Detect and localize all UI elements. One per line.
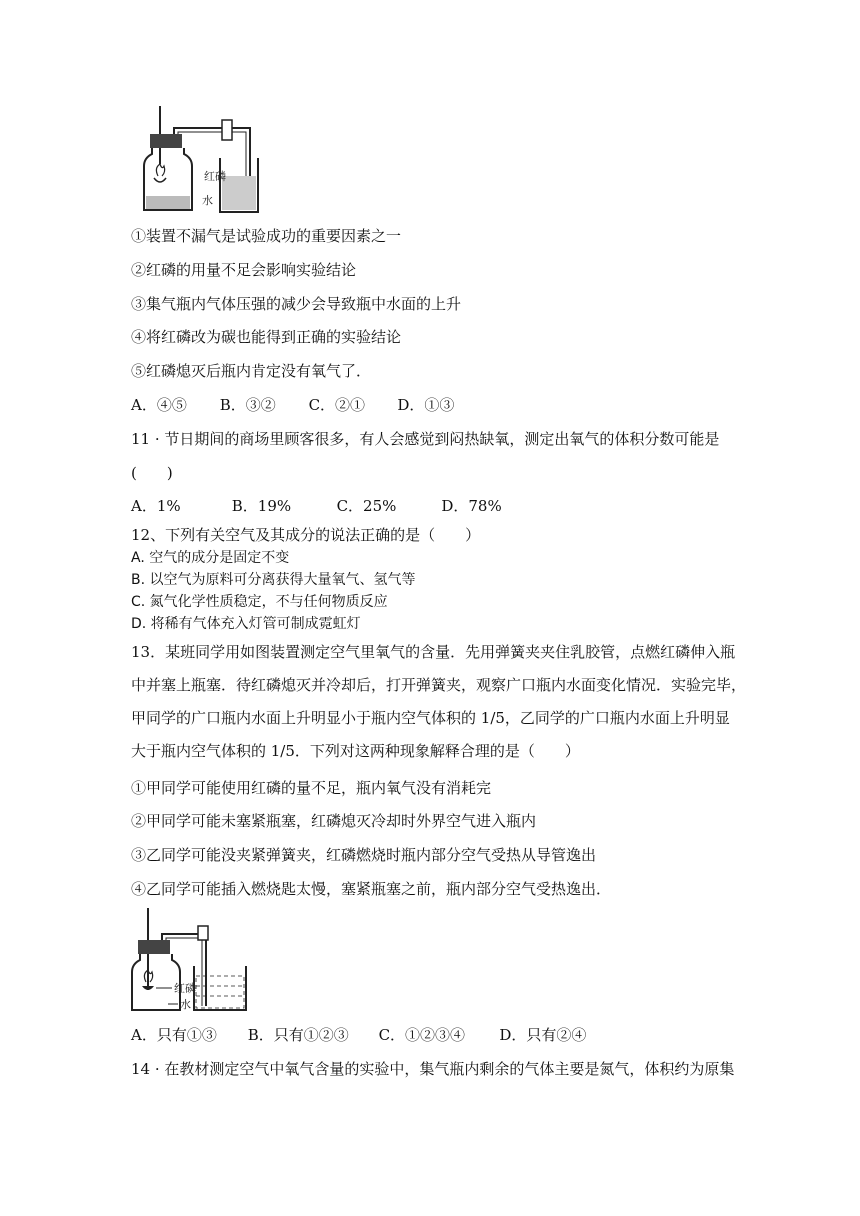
- q13-statement-4: ④乙同学可能插入燃烧匙太慢，塞紧瓶塞之前，瓶内部分空气受热逸出．: [131, 880, 612, 898]
- option-a: A．④⑤: [131, 396, 187, 414]
- option-d: D．①③: [397, 396, 455, 414]
- q13-stem-line-3: 甲同学的广口瓶内水面上升明显小于瓶内空气体积的 1/5，乙同学的广口瓶内水面上升明显: [131, 709, 730, 727]
- q10-options: [131, 395, 454, 415]
- q14-stem: 14 · 在教材测定空气中氧气含量的实验中，集气瓶内剩余的气体主要是氮气，体积约为原集: [131, 1060, 735, 1078]
- q13-stem-line-4: 大于瓶内空气体积的 1/5．下列对这两种现象解释合理的是（ ）: [131, 742, 580, 760]
- label-red-phosphorus: 红磷: [174, 982, 196, 995]
- option-c: C．25%: [336, 497, 397, 515]
- q12-option-c: C. 氮气化学性质稳定，不与任何物质反应: [131, 594, 388, 610]
- option-b: B．③②: [219, 396, 276, 414]
- label-red-phosphorus: 红磷: [204, 170, 226, 183]
- statement-5: ⑤红磷熄灭后瓶内肯定没有氧气了．: [131, 362, 372, 380]
- q12-option-a: A. 空气的成分是固定不变: [131, 550, 290, 566]
- apparatus-figure-2: [128, 906, 252, 1014]
- q13-statement-2: ②甲同学可能未塞紧瓶塞，红磷熄灭冷却时外界空气进入瓶内: [131, 812, 537, 830]
- statement-3: ③集气瓶内气体压强的减少会导致瓶中水面的上升: [131, 295, 462, 313]
- label-water: 水: [202, 194, 213, 207]
- statement-1: ①装置不漏气是试验成功的重要因素之一: [131, 227, 402, 245]
- q13-statement-3: ③乙同学可能没夹紧弹簧夹，红磷燃烧时瓶内部分空气受热从导管逸出: [131, 846, 597, 864]
- option-c: C．①②③④: [378, 1026, 466, 1044]
- option-b: B．19%: [231, 497, 292, 515]
- q13-stem-line-2: 中并塞上瓶塞．待红磷熄灭并冷却后，打开弹簧夹，观察广口瓶内水面变化情况．实验完毕，: [131, 676, 747, 694]
- q11-blank: ( ): [131, 464, 173, 482]
- statement-4: ④将红磷改为碳也能得到正确的实验结论: [131, 328, 402, 346]
- q13-stem-line-1: 13．某班同学用如图装置测定空气里氧气的含量．先用弹簧夹夹住乳胶管，点燃红磷伸入瓶: [131, 643, 736, 661]
- apparatus-figure-1: [140, 104, 260, 216]
- option-c: C．②①: [308, 396, 366, 414]
- option-d: D．只有②④: [499, 1026, 587, 1044]
- option-b: B．只有①②③: [247, 1026, 349, 1044]
- q12-option-d: D. 将稀有气体充入灯管可制成霓虹灯: [131, 616, 361, 632]
- q11-stem: 11 · 节日期间的商场里顾客很多，有人会感觉到闷热缺氧，测定出氧气的体积分数可能是: [131, 430, 720, 448]
- q12-option-b: B. 以空气为原料可分离获得大量氧气、氢气等: [131, 572, 416, 588]
- option-a: A．只有①③: [131, 1026, 217, 1044]
- q13-statement-1: ①甲同学可能使用红磷的量不足，瓶内氧气没有消耗完: [131, 779, 492, 797]
- option-a: A．1%: [131, 497, 181, 515]
- statement-2: ②红磷的用量不足会影响实验结论: [131, 261, 357, 279]
- label-water: 水: [180, 998, 191, 1011]
- q13-options: [131, 1025, 586, 1045]
- q12-stem: 12、下列有关空气及其成分的说法正确的是（ ）: [131, 526, 481, 544]
- q11-options: [131, 496, 502, 516]
- option-d: D．78%: [441, 497, 502, 515]
